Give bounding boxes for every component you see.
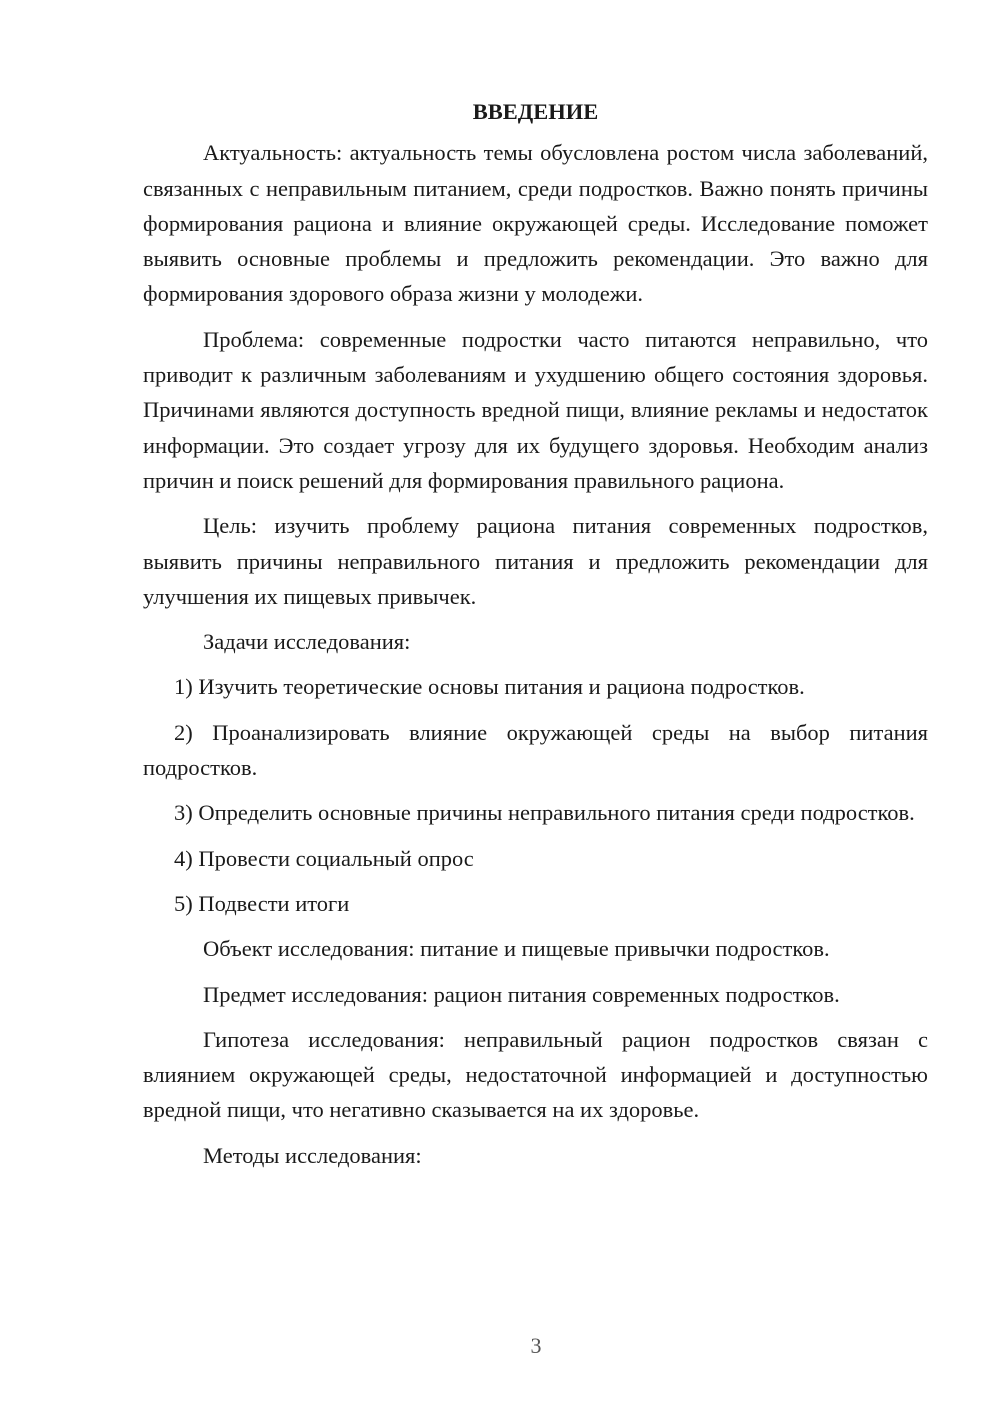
task-item-5: 5) Подвести итоги bbox=[174, 890, 350, 916]
object-paragraph: Объект исследования: питание и пищевые привычки подростков. bbox=[203, 936, 830, 962]
goal-paragraph: Цель: изучить проблему рациона питания современных подростков, выявить причины неправильного питания и предложить рекомендации для улучшения их пищевых привычек. bbox=[143, 513, 928, 609]
problem-paragraph: Проблема: современные подростки часто питаются неправильно, что приводит к различным заболеваниям и ухудшению общего состояния здоровья. Причинами являются доступность вредной пищи, влияние рекламы и недостаток информации. Это создает угрозу для их будущего здоровья. Необходим анализ причин и поиск решений для формирования правильного рациона. bbox=[143, 326, 928, 493]
section-title: ВВЕДЕНИЕ bbox=[472, 99, 599, 124]
task-item-1: 1) Изучить теоретические основы питания и рациона подростков. bbox=[174, 674, 805, 700]
relevance-paragraph: Актуальность: актуальность темы обусловлена ростом числа заболеваний, связанных с неправильным питанием, среди подростков. Важно понять причины формирования рациона и влияние окружающей среды. Исследование поможет выявить основные проблемы и предложить рекомендации. Это важно для формирования здорового образа жизни у молодежи. bbox=[143, 140, 928, 307]
document-page bbox=[143, 94, 928, 1173]
task-item-4: 4) Провести социальный опрос bbox=[174, 845, 474, 871]
task-item-2: 2) Проанализировать влияние окружающей среды на выбор питания подростков. bbox=[143, 719, 928, 781]
subject-paragraph: Предмет исследования: рацион питания современных подростков. bbox=[203, 981, 840, 1007]
tasks-heading: Задачи исследования: bbox=[203, 629, 411, 655]
task-item-3: 3) Определить основные причины неправильного питания среди подростков. bbox=[174, 800, 915, 826]
methods-heading: Методы исследования: bbox=[203, 1142, 422, 1168]
page-number: 3 bbox=[530, 1333, 542, 1358]
hypothesis-paragraph: Гипотеза исследования: неправильный рацион подростков связан с влиянием окружающей среды, недостаточной информацией и доступностью вредной пищи, что негативно сказывается на их здоровье. bbox=[143, 1026, 928, 1123]
